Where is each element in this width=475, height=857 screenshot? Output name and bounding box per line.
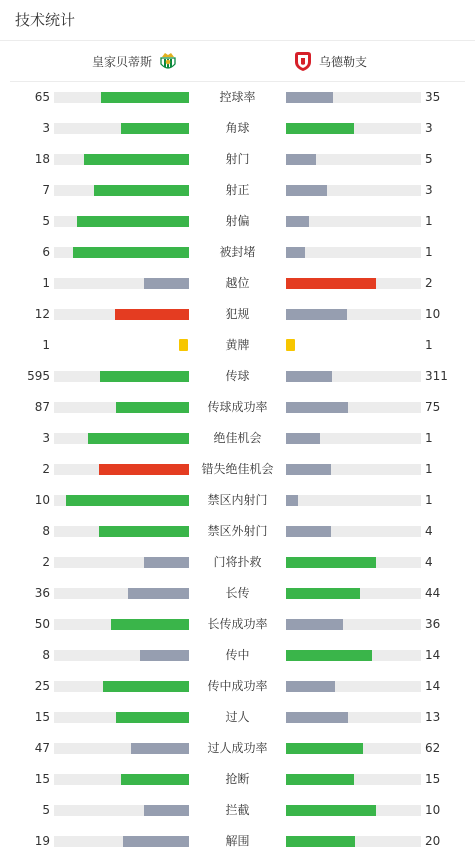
- home-stat-value: 65: [34, 90, 50, 104]
- away-stat-value: 1: [425, 214, 433, 228]
- stat-row: [0, 113, 475, 144]
- away-stat-value: 10: [425, 307, 441, 321]
- home-stat-value: 36: [34, 586, 50, 600]
- home-yellow-card-icon: [179, 339, 188, 351]
- stat-label: 被封堵: [219, 245, 256, 259]
- stat-label: 禁区外射门: [207, 524, 268, 538]
- away-stat-value: 75: [425, 400, 441, 414]
- home-stat-bar: [121, 123, 189, 134]
- stat-label: 传中成功率: [207, 679, 268, 693]
- away-stat-bar-track: [286, 433, 421, 444]
- home-stat-bar-track: [54, 247, 189, 258]
- away-stat-bar-track: [286, 92, 421, 103]
- home-stat-value: 50: [34, 617, 50, 631]
- home-stat-bar: [94, 185, 189, 196]
- home-stat-value: 7: [42, 183, 50, 197]
- away-stat-bar: [286, 247, 305, 258]
- stat-label: 绝佳机会: [213, 431, 262, 445]
- stat-row: [0, 671, 475, 702]
- stat-row: [0, 237, 475, 268]
- away-stat-value: 1: [425, 245, 433, 259]
- away-stat-bar: [286, 743, 363, 754]
- away-stat-bar: [286, 92, 333, 103]
- stat-row: [0, 702, 475, 733]
- stat-label: 传中: [225, 648, 250, 662]
- stat-row: [0, 516, 475, 547]
- away-stat-bar-track: [286, 526, 421, 537]
- away-stat-value: 14: [425, 679, 441, 693]
- home-stat-bar: [144, 557, 189, 568]
- away-stat-value: 20: [425, 834, 441, 848]
- real-betis-crest-icon: [157, 50, 179, 72]
- stat-label: 射门: [225, 152, 250, 166]
- away-stat-bar-track: [286, 154, 421, 165]
- away-stat-bar: [286, 681, 335, 692]
- away-stat-value: 2: [425, 276, 433, 290]
- home-stat-bar-track: [54, 185, 189, 196]
- home-stat-bar: [99, 526, 189, 537]
- stat-label: 长传: [225, 586, 250, 600]
- away-stat-bar: [286, 433, 320, 444]
- away-stat-bar-track: [286, 464, 421, 475]
- away-stat-value: 1: [425, 338, 433, 352]
- home-stat-bar: [131, 743, 189, 754]
- home-stat-bar-track: [54, 278, 189, 289]
- away-stat-value: 36: [425, 617, 441, 631]
- home-stat-value: 8: [42, 648, 50, 662]
- away-stat-bar-track: [286, 371, 421, 382]
- home-stat-bar-track: [54, 495, 189, 506]
- home-stat-value: 15: [34, 772, 50, 786]
- home-stat-bar-track: [54, 433, 189, 444]
- home-stat-value: 595: [27, 369, 50, 383]
- away-stat-bar: [286, 588, 360, 599]
- home-stat-bar: [88, 433, 189, 444]
- away-stat-bar-track: [286, 650, 421, 661]
- away-stat-bar-track: [286, 278, 421, 289]
- stat-row: [0, 392, 475, 423]
- home-stat-value: 3: [42, 121, 50, 135]
- stat-label: 解围: [225, 834, 250, 848]
- stat-row: [0, 764, 475, 795]
- away-stat-bar-track: [286, 123, 421, 134]
- away-stat-bar-track: [286, 619, 421, 630]
- away-stat-bar-track: [286, 588, 421, 599]
- home-stat-value: 5: [42, 214, 50, 228]
- stat-label: 错失绝佳机会: [201, 462, 274, 476]
- stat-label: 传球: [225, 369, 250, 383]
- away-stat-bar: [286, 526, 331, 537]
- home-stat-bar: [140, 650, 189, 661]
- stat-row: [0, 144, 475, 175]
- stat-row: [0, 609, 475, 640]
- home-team-name: 皇家贝蒂斯: [91, 54, 152, 69]
- away-stat-value: 1: [425, 431, 433, 445]
- home-stat-value: 47: [34, 741, 50, 755]
- away-stat-value: 44: [425, 586, 441, 600]
- away-stat-bar-track: [286, 402, 421, 413]
- page-title: 技术统计: [0, 0, 475, 41]
- away-stat-bar: [286, 216, 309, 227]
- home-stat-value: 3: [42, 431, 50, 445]
- stat-row: [0, 268, 475, 299]
- home-stat-bar-track: [54, 774, 189, 785]
- stat-label: 射正: [225, 183, 250, 197]
- stat-label: 控球率: [219, 90, 256, 104]
- away-stat-bar-track: [286, 836, 421, 847]
- home-stat-bar: [84, 154, 189, 165]
- away-stat-bar: [286, 557, 376, 568]
- home-stat-value: 1: [42, 276, 50, 290]
- stat-row: [0, 826, 475, 857]
- home-team[interactable]: [92, 41, 179, 81]
- home-stat-bar-track: [54, 743, 189, 754]
- away-stat-value: 62: [425, 741, 441, 755]
- home-stat-bar: [116, 712, 189, 723]
- away-stat-bar: [286, 619, 343, 630]
- away-stat-bar: [286, 774, 354, 785]
- away-stat-bar: [286, 371, 332, 382]
- away-stat-value: 35: [425, 90, 441, 104]
- home-stat-bar: [115, 309, 189, 320]
- away-stat-bar-track: [286, 185, 421, 196]
- home-stat-bar-track: [54, 836, 189, 847]
- stat-row: [0, 423, 475, 454]
- home-stat-bar: [73, 247, 189, 258]
- stat-label: 过人: [225, 710, 250, 724]
- stat-label: 抢断: [225, 772, 250, 786]
- stat-row: [0, 578, 475, 609]
- away-stat-bar: [286, 123, 354, 134]
- home-stat-value: 2: [42, 462, 50, 476]
- home-stat-value: 18: [34, 152, 50, 166]
- team-header: [10, 41, 465, 82]
- away-stat-value: 15: [425, 772, 441, 786]
- away-stat-bar-track: [286, 216, 421, 227]
- away-stat-bar: [286, 712, 348, 723]
- home-stat-value: 25: [34, 679, 50, 693]
- away-stat-value: 3: [425, 121, 433, 135]
- away-stat-bar-track: [286, 774, 421, 785]
- home-stat-bar-track: [54, 92, 189, 103]
- stat-label: 角球: [225, 121, 250, 135]
- home-stat-bar: [101, 92, 189, 103]
- home-stat-bar-track: [54, 216, 189, 227]
- away-stat-bar: [286, 309, 347, 320]
- home-stat-bar: [99, 464, 189, 475]
- home-stat-bar: [103, 681, 189, 692]
- stat-row: [0, 206, 475, 237]
- away-stat-bar: [286, 805, 376, 816]
- stat-row: [0, 640, 475, 671]
- away-stat-value: 14: [425, 648, 441, 662]
- away-stat-bar: [286, 495, 298, 506]
- home-stat-value: 15: [34, 710, 50, 724]
- home-stat-bar-track: [54, 681, 189, 692]
- away-stat-value: 4: [425, 524, 433, 538]
- home-stat-value: 87: [34, 400, 50, 414]
- stat-label: 传球成功率: [207, 400, 268, 414]
- away-stat-bar-track: [286, 247, 421, 258]
- stat-label: 射偏: [225, 214, 250, 228]
- home-stat-value: 6: [42, 245, 50, 259]
- stat-label: 门将扑救: [213, 555, 262, 569]
- home-stat-value: 5: [42, 803, 50, 817]
- away-stat-bar: [286, 278, 376, 289]
- stat-row: [0, 175, 475, 206]
- home-stat-bar-track: [54, 123, 189, 134]
- away-stat-bar-track: [286, 681, 421, 692]
- home-stat-bar-track: [54, 402, 189, 413]
- home-stat-value: 2: [42, 555, 50, 569]
- stat-label: 越位: [225, 276, 250, 290]
- away-stat-value: 5: [425, 152, 433, 166]
- stat-label: 过人成功率: [207, 741, 268, 755]
- home-stat-bar: [123, 836, 189, 847]
- away-stat-bar: [286, 650, 372, 661]
- home-stat-bar: [121, 774, 189, 785]
- stat-label: 禁区内射门: [207, 493, 268, 507]
- away-stat-bar-track: [286, 805, 421, 816]
- away-stat-bar: [286, 402, 348, 413]
- fc-utrecht-crest-icon: [292, 50, 314, 72]
- away-stat-value: 13: [425, 710, 441, 724]
- home-stat-value: 1: [42, 338, 50, 352]
- home-stat-bar: [111, 619, 189, 630]
- home-stat-bar-track: [54, 712, 189, 723]
- home-stat-bar-track: [54, 588, 189, 599]
- stat-row: [0, 795, 475, 826]
- away-stat-value: 1: [425, 493, 433, 507]
- home-stat-bar-track: [54, 309, 189, 320]
- home-stat-value: 8: [42, 524, 50, 538]
- away-stat-value: 3: [425, 183, 433, 197]
- stat-row: [0, 547, 475, 578]
- home-stat-bar-track: [54, 154, 189, 165]
- home-stat-bar: [100, 371, 189, 382]
- away-stat-bar-track: [286, 743, 421, 754]
- home-stat-bar: [77, 216, 189, 227]
- home-stat-bar-track: [54, 619, 189, 630]
- stats-list: [0, 82, 475, 857]
- stat-row: [0, 82, 475, 113]
- home-stat-bar: [128, 588, 189, 599]
- stat-row: [0, 733, 475, 764]
- away-stat-value: 4: [425, 555, 433, 569]
- home-stat-bar-track: [54, 557, 189, 568]
- stat-row: [0, 299, 475, 330]
- home-stat-bar-track: [54, 464, 189, 475]
- home-stat-bar-track: [54, 526, 189, 537]
- stat-row: [0, 454, 475, 485]
- stat-row: [0, 361, 475, 392]
- home-stat-value: 10: [34, 493, 50, 507]
- stat-label: 黄牌: [225, 338, 250, 352]
- away-stat-bar-track: [286, 495, 421, 506]
- away-stat-value: 10: [425, 803, 441, 817]
- away-stat-bar-track: [286, 309, 421, 320]
- away-stat-bar-track: [286, 712, 421, 723]
- home-stat-bar-track: [54, 805, 189, 816]
- stat-label: 犯规: [225, 307, 250, 321]
- away-stat-bar: [286, 836, 355, 847]
- home-stat-bar: [144, 805, 189, 816]
- stat-label: 拦截: [225, 803, 250, 817]
- away-stat-value: 311: [425, 369, 448, 383]
- away-team[interactable]: [292, 41, 367, 81]
- away-stat-bar: [286, 154, 316, 165]
- stat-label: 长传成功率: [207, 617, 268, 631]
- away-stat-bar-track: [286, 557, 421, 568]
- home-stat-bar: [116, 402, 189, 413]
- home-stat-bar: [144, 278, 189, 289]
- away-stat-value: 1: [425, 462, 433, 476]
- home-stat-value: 12: [34, 307, 50, 321]
- stat-row: [0, 330, 475, 361]
- home-stat-bar: [66, 495, 189, 506]
- away-stat-bar: [286, 185, 327, 196]
- home-stat-bar-track: [54, 371, 189, 382]
- away-stat-bar: [286, 464, 331, 475]
- stat-row: [0, 485, 475, 516]
- away-team-name: 乌德勒支: [319, 54, 368, 69]
- away-yellow-card-icon: [286, 339, 295, 351]
- home-stat-bar-track: [54, 650, 189, 661]
- home-stat-value: 19: [34, 834, 50, 848]
